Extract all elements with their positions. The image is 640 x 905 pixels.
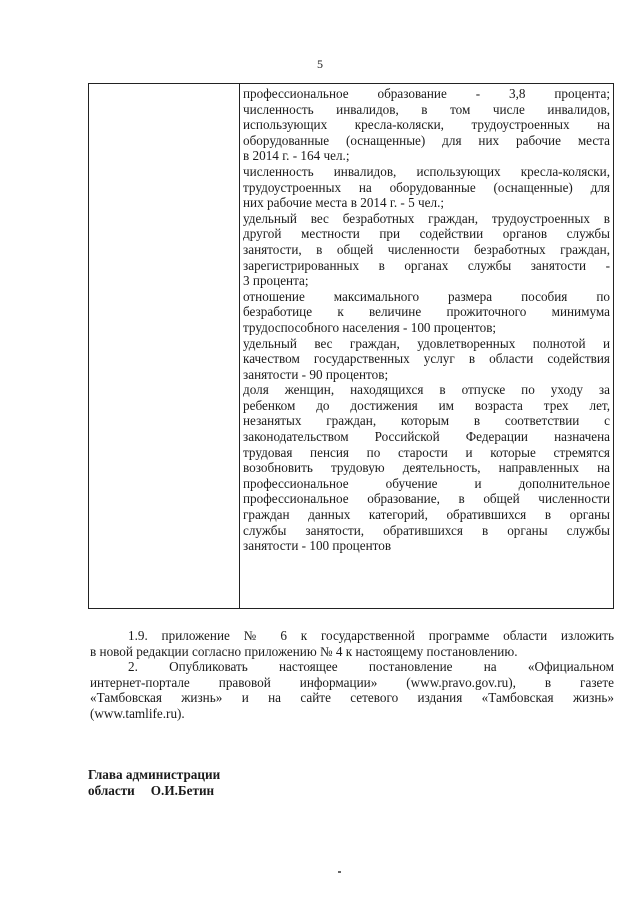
table-text-line: в 2014 г. - 164 чел.; xyxy=(243,148,350,164)
table-text-line: удельный вес безработных граждан, трудоустроенных в xyxy=(243,210,610,226)
body-text-line: интернет-портале правовой информации» (www.pravo.gov.ru), в газете xyxy=(90,674,614,690)
table-text-line: службы занятости, обратившихся в органы службы xyxy=(243,522,610,538)
page-number: 5 xyxy=(317,57,323,71)
table-text-line: ребенком до достижения им возраста трех лет, xyxy=(243,397,610,413)
table-text-line: них рабочие места в 2014 г. - 5 чел.; xyxy=(243,195,445,211)
scan-mark xyxy=(338,871,341,873)
table-text-line: возобновить трудовую деятельность, направленных на xyxy=(243,460,610,476)
table-text-line: законодательством Российской Федерации назначена xyxy=(243,429,610,445)
table-text-line: граждан данных категорий, обратившихся в органы xyxy=(243,507,610,523)
table-text-line: доля женщин, находящихся в отпуске по уходу за xyxy=(243,382,610,398)
body-text-line: «Тамбовская жизнь» и на сайте сетевого издания «Тамбовская жизнь» xyxy=(90,690,614,706)
table-text-line: численность инвалидов, использующих кресла-коляски, xyxy=(243,163,610,179)
table-column-divider xyxy=(239,84,240,608)
table-text-line: численность инвалидов, в том числе инвалидов, xyxy=(243,101,610,117)
table-text-line: трудоспособного населения - 100 процентов; xyxy=(243,319,497,335)
table-text-line: профессиональное обучение и дополнительное xyxy=(243,475,610,491)
signature-title: Глава администрации xyxy=(88,767,221,782)
table-text-line: трудовая пенсия по старости и которые стремятся xyxy=(243,444,610,460)
table-text-line: другой местности при содействии органов службы xyxy=(243,226,610,242)
signature-name: О.И.Бетин xyxy=(150,783,215,798)
indicators-table xyxy=(88,83,614,609)
signature-line xyxy=(88,783,220,799)
resolution-body xyxy=(90,628,614,722)
signature-block xyxy=(88,767,220,799)
body-text-line: в новой редакции согласно приложению № 4 к настоящему постановлению. xyxy=(90,643,518,659)
table-text-line: безработице к величине прожиточного минимума xyxy=(243,304,610,320)
table-text-line: незанятых граждан, которым в соответствии с xyxy=(243,413,610,429)
table-text-line: занятости - 90 процентов; xyxy=(243,366,389,382)
body-text-line: 1.9. приложение № 6 к государственной программе области изложить xyxy=(128,628,614,643)
table-text-line: оборудованные (оснащенные) для них рабочие места xyxy=(243,132,610,148)
table-text-line: профессиональное образование, в общей численности xyxy=(243,491,610,507)
table-text-line: зарегистрированных в органах службы занятости - xyxy=(243,257,610,273)
table-text-line: профессиональное образование - 3,8 процента; xyxy=(243,86,610,101)
table-text-line: 3 процента; xyxy=(243,273,309,289)
body-text-line: 2. Опубликовать настоящее постановление на «Официальном xyxy=(128,659,614,675)
table-text-line: удельный вес граждан, удовлетворенных полнотой и xyxy=(243,335,610,351)
table-right-column xyxy=(243,86,610,554)
table-text-line: качеством государственных услуг в области содействия xyxy=(243,351,610,367)
signature-region-label: области xyxy=(88,783,135,798)
body-text-line: (www.tamlife.ru). xyxy=(90,705,185,721)
table-text-line: использующих кресла-коляски, трудоустроенных на xyxy=(243,117,610,133)
table-text-line: занятости - 100 процентов xyxy=(243,538,392,554)
table-text-line: занятости, в общей численности безработных граждан, xyxy=(243,241,610,257)
table-text-line: трудоустроенных на оборудованные (оснащенные) для xyxy=(243,179,610,195)
table-text-line: отношение максимального размера пособия по xyxy=(243,288,610,304)
